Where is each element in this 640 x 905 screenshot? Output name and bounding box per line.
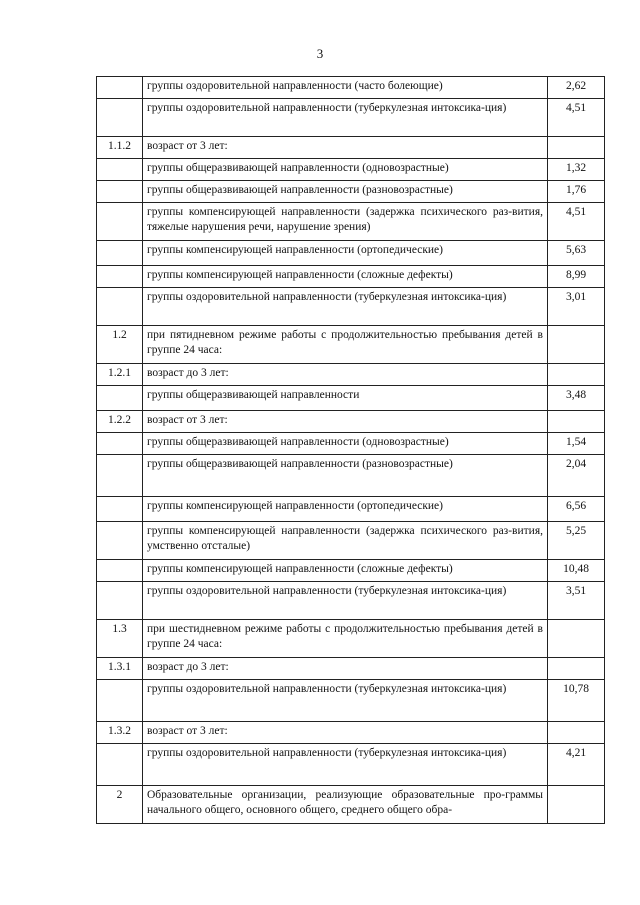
row-number-cell: 1.3: [97, 620, 143, 658]
row-number-cell: [97, 203, 143, 241]
row-description-cell: при пятидневном режиме работы с продолжительностью пребывания детей в группе 24 часа:: [143, 326, 548, 364]
row-description-cell: группы оздоровительной направленности (туберкулезная интоксика-ция): [143, 582, 548, 620]
table-row: [97, 386, 605, 411]
row-description-cell: при шестидневном режиме работы с продолжительностью пребывания детей в группе 24 часа:: [143, 620, 548, 658]
row-number-cell: 1.2.2: [97, 411, 143, 433]
row-description-cell: группы оздоровительной направленности (туберкулезная интоксика-ция): [143, 288, 548, 326]
table-row: [97, 522, 605, 560]
row-number-cell: 2: [97, 786, 143, 824]
table-row: [97, 181, 605, 203]
row-number-cell: [97, 680, 143, 722]
table-row: [97, 77, 605, 99]
row-number-cell: 1.3.1: [97, 658, 143, 680]
row-value-cell: [548, 620, 605, 658]
table-row: [97, 266, 605, 288]
row-value-cell: [548, 658, 605, 680]
row-description-cell: возраст от 3 лет:: [143, 137, 548, 159]
row-value-cell: [548, 722, 605, 744]
page-number: 3: [316, 46, 324, 61]
row-number-cell: [97, 582, 143, 620]
row-number-cell: [97, 99, 143, 137]
row-number-cell: 1.2.1: [97, 364, 143, 386]
row-value-cell: 1,32: [548, 159, 605, 181]
table-row: [97, 433, 605, 455]
row-value-cell: 4,51: [548, 99, 605, 137]
row-description-cell: группы компенсирующей направленности (ортопедические): [143, 241, 548, 266]
row-description-cell: возраст от 3 лет:: [143, 411, 548, 433]
tariff-table-body: [97, 77, 605, 824]
row-value-cell: 2,62: [548, 77, 605, 99]
table-row: [97, 722, 605, 744]
row-description-cell: группы компенсирующей направленности (сложные дефекты): [143, 560, 548, 582]
row-value-cell: 1,76: [548, 181, 605, 203]
row-value-cell: 5,25: [548, 522, 605, 560]
row-value-cell: 5,63: [548, 241, 605, 266]
row-description-cell: Образовательные организации, реализующие образовательные про-граммы начального общего, основного общего, среднего общего обра-: [143, 786, 548, 824]
row-number-cell: [97, 433, 143, 455]
row-number-cell: 1.3.2: [97, 722, 143, 744]
row-number-cell: [97, 455, 143, 497]
row-description-cell: группы общеразвивающей направленности (разновозрастные): [143, 181, 548, 203]
row-value-cell: 10,48: [548, 560, 605, 582]
row-value-cell: [548, 786, 605, 824]
table-row: [97, 786, 605, 824]
row-description-cell: группы общеразвивающей направленности (одновозрастные): [143, 433, 548, 455]
row-number-cell: [97, 266, 143, 288]
table-row: [97, 744, 605, 786]
row-number-cell: 1.1.2: [97, 137, 143, 159]
row-description-cell: группы компенсирующей направленности (ортопедические): [143, 497, 548, 522]
row-value-cell: 4,21: [548, 744, 605, 786]
table-row: [97, 620, 605, 658]
table-row: [97, 455, 605, 497]
row-value-cell: 3,01: [548, 288, 605, 326]
table-row: [97, 582, 605, 620]
row-value-cell: 4,51: [548, 203, 605, 241]
row-value-cell: [548, 364, 605, 386]
table-row: [97, 658, 605, 680]
row-description-cell: группы оздоровительной направленности (туберкулезная интоксика-ция): [143, 680, 548, 722]
row-number-cell: [97, 386, 143, 411]
row-description-cell: группы общеразвивающей направленности (одновозрастные): [143, 159, 548, 181]
table-row: [97, 411, 605, 433]
table-row: [97, 99, 605, 137]
row-number-cell: [97, 181, 143, 203]
table-row: [97, 288, 605, 326]
row-value-cell: [548, 411, 605, 433]
row-number-cell: [97, 77, 143, 99]
table-row: [97, 560, 605, 582]
row-description-cell: группы компенсирующей направленности (задержка психического раз-вития, тяжелые нарушения речи, нарушение зрения): [143, 203, 548, 241]
row-description-cell: группы общеразвивающей направленности (разновозрастные): [143, 455, 548, 497]
row-description-cell: группы оздоровительной направленности (туберкулезная интоксика-ция): [143, 744, 548, 786]
table-row: [97, 241, 605, 266]
row-number-cell: 1.2: [97, 326, 143, 364]
row-value-cell: [548, 137, 605, 159]
row-number-cell: [97, 744, 143, 786]
row-number-cell: [97, 497, 143, 522]
table-row: [97, 497, 605, 522]
row-value-cell: 1,54: [548, 433, 605, 455]
row-number-cell: [97, 159, 143, 181]
table-row: [97, 159, 605, 181]
table-row: [97, 326, 605, 364]
table-row: [97, 680, 605, 722]
row-number-cell: [97, 241, 143, 266]
table-row: [97, 137, 605, 159]
row-number-cell: [97, 522, 143, 560]
row-number-cell: [97, 560, 143, 582]
row-description-cell: группы компенсирующей направленности (задержка психического раз-вития, умственно отсталые): [143, 522, 548, 560]
row-description-cell: группы оздоровительной направленности (туберкулезная интоксика-ция): [143, 99, 548, 137]
row-description-cell: группы компенсирующей направленности (сложные дефекты): [143, 266, 548, 288]
row-description-cell: возраст до 3 лет:: [143, 364, 548, 386]
row-description-cell: группы общеразвивающей направленности: [143, 386, 548, 411]
table-row: [97, 203, 605, 241]
row-value-cell: 3,48: [548, 386, 605, 411]
row-description-cell: возраст до 3 лет:: [143, 658, 548, 680]
row-value-cell: 8,99: [548, 266, 605, 288]
row-value-cell: [548, 326, 605, 364]
row-value-cell: 2,04: [548, 455, 605, 497]
row-value-cell: 3,51: [548, 582, 605, 620]
row-description-cell: группы оздоровительной направленности (часто болеющие): [143, 77, 548, 99]
row-description-cell: возраст от 3 лет:: [143, 722, 548, 744]
row-number-cell: [97, 288, 143, 326]
row-value-cell: 6,56: [548, 497, 605, 522]
table-row: [97, 364, 605, 386]
row-value-cell: 10,78: [548, 680, 605, 722]
tariff-table: [96, 76, 605, 824]
